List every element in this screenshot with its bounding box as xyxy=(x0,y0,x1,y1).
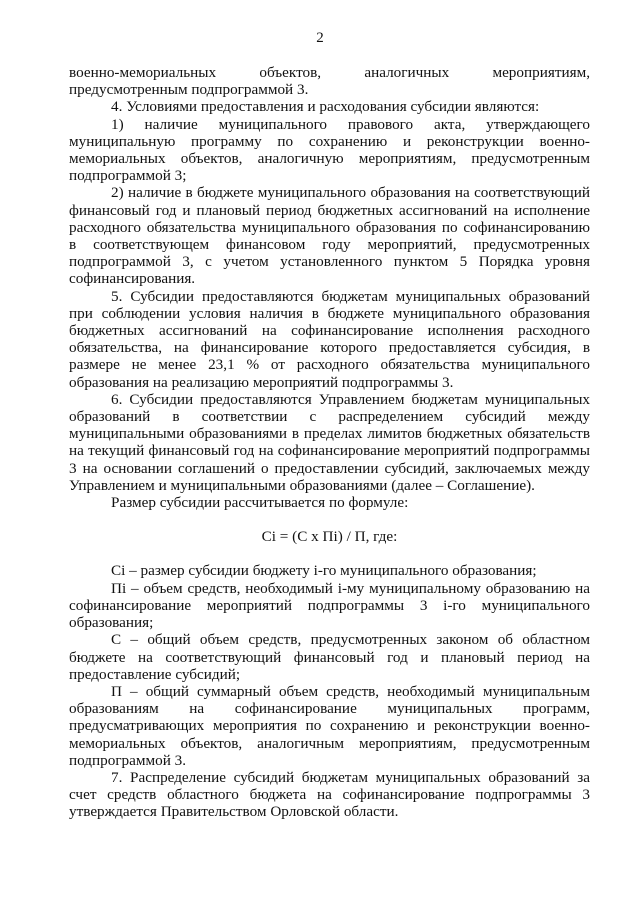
paragraph-item-6: 6. Субсидии предоставляются Управлением бюджетам муниципальных образований в соответствии с распределением субсидий между муниципальными образованиями в пределах лимитов бюджетных обязательств на текущий финансовый год на софинансирование мероприятий подпрограммы 3 на основании соглашений о предоставлении субсидий, заключаемых между Управлением и муниципальными образованиями (далее – Соглашение). xyxy=(69,390,590,494)
paragraph-definition-ci: Ci – размер субсидии бюджету i-го муниципального образования; xyxy=(111,562,537,580)
paragraph-item-7: 7. Распределение субсидий бюджетам муниципальных образований за счет средств областного бюджета на софинансирование подпрограммы 3 утверждается Правительством Орловской области. xyxy=(69,768,590,821)
page-number: 2 xyxy=(316,30,324,46)
paragraph-formula-intro: Размер субсидии рассчитывается по формуле: xyxy=(111,494,409,512)
paragraph-definition-c: С – общий объем средств, предусмотренных законом об областном бюджете на соответствующий финансовый год и плановый период на предоставление субсидий; xyxy=(69,631,590,683)
paragraph-condition-1: 1) наличие муниципального правового акта, утверждающего муниципальную программу по сохранению и реконструкции военно-мемориальных объектов, аналогичную мероприятиям, предусмотренным подпрограммой 3; xyxy=(69,115,590,185)
paragraph-item-5: 5. Субсидии предоставляются бюджетам муниципальных образований при соблюдении условия наличия в бюджете муниципального образования бюджетных ассигнований на софинансирование исполнения расходного обязательства, на финансирование которого предоставляется субсидия, в размере не менее 23,1 % от расходного обязательства муниципального образования на реализацию мероприятий подпрограммы 3. xyxy=(69,287,590,391)
paragraph-condition-2: 2) наличие в бюджете муниципального образования на соответствующий финансовый год и плановый период бюджетных ассигнований на исполнение расходного обязательства муниципального образования по софинансированию в соответствующем финансовом году мероприятий, предусмотренных подпрограммой 3, с учетом установленного пунктом 5 Порядка уровня софинансирования. xyxy=(69,184,590,288)
paragraph-item-4: 4. Условиями предоставления и расходования субсидии являются: xyxy=(111,98,540,116)
paragraph-continuation: военно-мемориальных объектов, аналогичных мероприятиям, предусмотренным подпрограммой 3. xyxy=(69,64,590,99)
paragraph-definition-p: П – общий суммарный объем средств, необходимый муниципальным образованиям на софинансирование муниципальных программ, предусматривающих мероприятия по сохранению и реконструкции военно-мемориальных объектов, аналогичным мероприятиям, предусмотренным подпрограммой 3. xyxy=(69,682,590,769)
paragraph-definition-pi: Пi – объем средств, необходимый i-му муниципальному образованию на софинансирование мероприятий подпрограммы 3 i-го муниципального образования; xyxy=(69,579,590,632)
subsidy-formula: Ci = (С х Пi) / П, где: xyxy=(261,528,398,546)
document-body xyxy=(69,64,590,821)
